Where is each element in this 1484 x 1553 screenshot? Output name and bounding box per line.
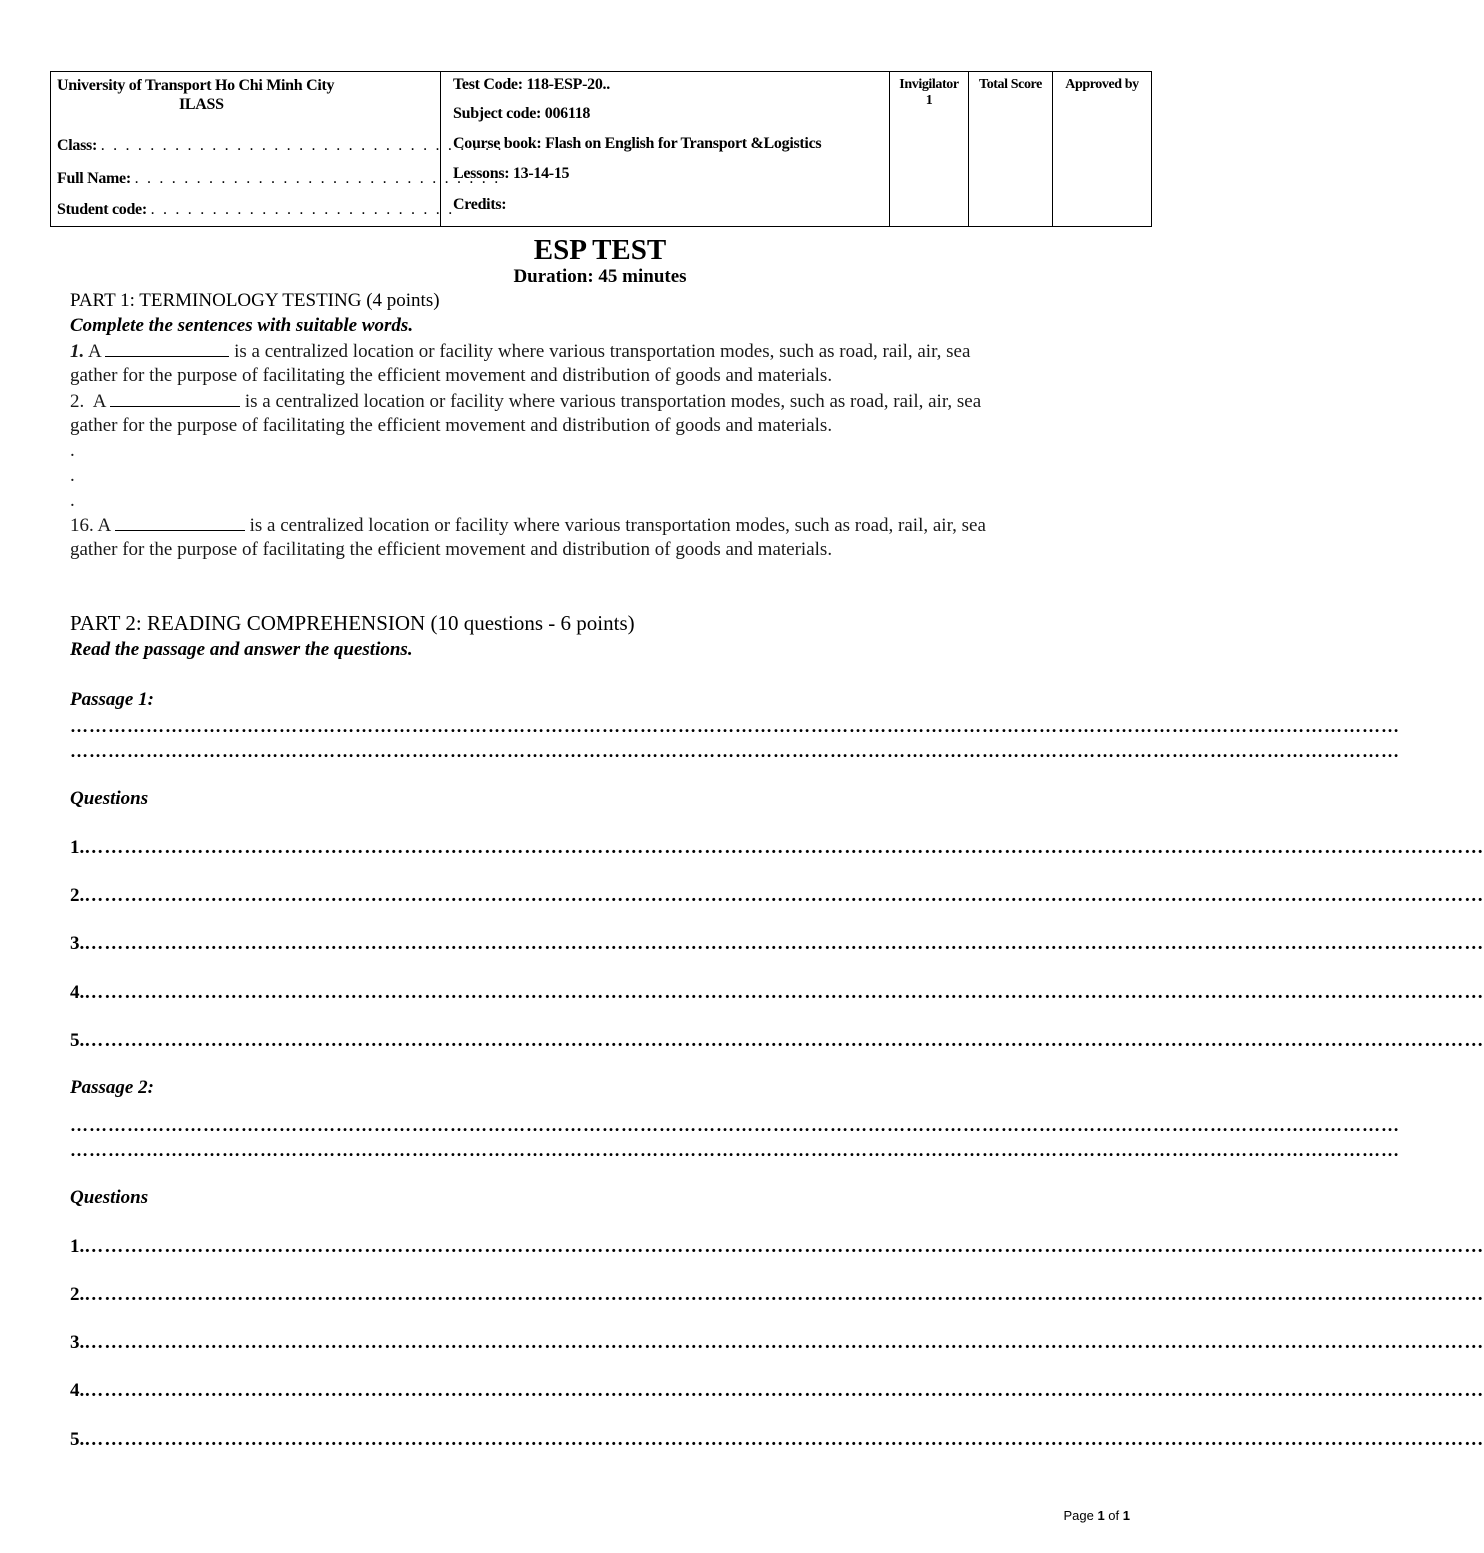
page-number: 1 — [1097, 1508, 1105, 1523]
page-total: 1 — [1122, 1508, 1130, 1523]
part2-instruction: Read the passage and answer the questions. — [70, 639, 413, 660]
passage1-line-1: ………………………………………………………………………………………………………………………………………………………………………………………… — [70, 716, 1400, 736]
passage2-label: Passage 2: — [70, 1077, 154, 1098]
passage1-question-4[interactable]: 4.………………………………………………………………………………………………………………………………………………………………………………………… — [70, 982, 1484, 1003]
institution-unit: ILASS — [179, 96, 224, 113]
questions1-label: Questions — [70, 788, 149, 809]
full-name-field[interactable] — [57, 170, 500, 188]
answer-blank[interactable] — [105, 340, 229, 357]
passage2-question-4[interactable]: 4.………………………………………………………………………………………………………………………………………………………………………………………… — [70, 1380, 1484, 1401]
part1-item-16-cont: gather for the purpose of facilitating the efficient movement and distribution of goods and materials. — [70, 539, 833, 560]
course-book: Course book: Flash on English for Transport &Logistics — [453, 135, 822, 152]
part1-item-2-cont: gather for the purpose of facilitating the efficient movement and distribution of goods and materials. — [70, 415, 833, 436]
approved-by-label: Approved by — [1065, 77, 1139, 92]
lessons: Lessons: 13-14-15 — [453, 165, 570, 182]
ellipsis-dot-3: . — [70, 490, 75, 511]
passage1-question-3[interactable]: 3.………………………………………………………………………………………………………………………………………………………………………………………… — [70, 933, 1484, 954]
passage1-question-5[interactable]: 5.………………………………………………………………………………………………………………………………………………………………………………………… — [70, 1030, 1484, 1051]
full-name-dots: . . . . . . . . . . . . . . . . . . . . . . . . . . . . . . — [134, 170, 501, 187]
header-table — [50, 71, 1152, 227]
student-code-field[interactable] — [57, 201, 454, 219]
student-code-label: Student code: — [57, 201, 147, 218]
test-code: Test Code: 118-ESP-20.. — [453, 76, 610, 93]
page-footer: Page 1 of 1 — [1063, 1508, 1130, 1523]
test-info-cell — [441, 72, 890, 227]
class-dots: . . . . . . . . . . . . . . . . . . . . . . . . . . . . . . . . . — [100, 137, 504, 154]
part2-heading: PART 2: READING COMPREHENSION (10 questions - 6 points) — [70, 611, 635, 635]
passage2-line-1: ………………………………………………………………………………………………………………………………………………………………………………………… — [70, 1115, 1400, 1135]
item-number: 2. — [70, 391, 85, 412]
subject-code: Subject code: 006118 — [453, 105, 591, 122]
item-number: 16. — [70, 515, 94, 536]
passage2-line-2: ………………………………………………………………………………………………………………………………………………………………………………………… — [70, 1140, 1400, 1160]
credits: Credits: — [453, 196, 507, 213]
part1-item-16: 16. A is a centralized location or facility where various transportation modes, such as road, rail, air, sea — [70, 515, 986, 536]
total-score-label: Total Score — [979, 77, 1042, 92]
passage1-question-2[interactable]: 2.………………………………………………………………………………………………………………………………………………………………………………………… — [70, 885, 1484, 906]
class-label: Class: — [57, 137, 97, 154]
part1-item-1: 1. A is a centralized location or facility where various transportation modes, such as road, rail, air, sea — [70, 341, 971, 362]
total-score-cell — [969, 72, 1053, 227]
invigilator-number: 1 — [925, 93, 933, 108]
class-field[interactable] — [57, 137, 504, 155]
page-title: ESP TEST — [533, 234, 667, 266]
student-code-dots: . . . . . . . . . . . . . . . . . . . . . . . . . — [150, 201, 455, 218]
passage1-question-1[interactable]: 1.………………………………………………………………………………………………………………………………………………………………………………………… — [70, 837, 1484, 858]
passage1-label: Passage 1: — [70, 689, 154, 710]
passage2-question-2[interactable]: 2.………………………………………………………………………………………………………………………………………………………………………………………… — [70, 1284, 1484, 1305]
ellipsis-dot-1: . — [70, 440, 75, 461]
part1-item-2: 2. A is a centralized location or facility where various transportation modes, such as road, rail, air, sea — [70, 391, 982, 412]
part1-instruction: Complete the sentences with suitable words. — [70, 315, 414, 336]
item-number: 1. — [70, 341, 85, 362]
full-name-label: Full Name: — [57, 170, 131, 187]
invigilator-label: Invigilator — [899, 77, 959, 92]
passage2-question-5[interactable]: 5.………………………………………………………………………………………………………………………………………………………………………………………… — [70, 1429, 1484, 1450]
part1-heading: PART 1: TERMINOLOGY TESTING (4 points) — [70, 290, 440, 311]
answer-blank[interactable] — [115, 514, 245, 531]
approved-by-cell — [1053, 72, 1152, 227]
duration: Duration: 45 minutes — [513, 266, 687, 287]
questions2-label: Questions — [70, 1187, 149, 1208]
institution-name: University of Transport Ho Chi Minh City — [57, 77, 335, 94]
invigilator-cell — [890, 72, 969, 227]
passage2-question-3[interactable]: 3.………………………………………………………………………………………………………………………………………………………………………………………… — [70, 1332, 1484, 1353]
passage2-question-1[interactable]: 1.………………………………………………………………………………………………………………………………………………………………………………………… — [70, 1236, 1484, 1257]
part1-item-1-cont: gather for the purpose of facilitating the efficient movement and distribution of goods and materials. — [70, 365, 833, 386]
ellipsis-dot-2: . — [70, 465, 75, 486]
passage1-line-2: ………………………………………………………………………………………………………………………………………………………………………………………… — [70, 741, 1400, 761]
answer-blank[interactable] — [110, 390, 240, 407]
